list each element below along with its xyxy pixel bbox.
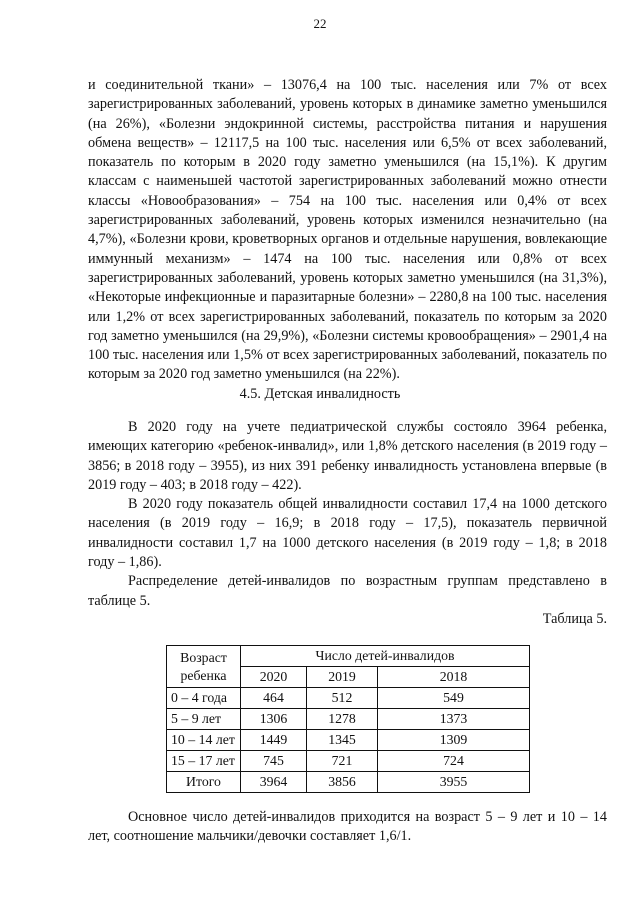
page-number: 22 <box>313 16 327 31</box>
value-cell: 549 <box>378 688 530 709</box>
age-cell: 0 – 4 года <box>167 688 241 709</box>
age-cell: 5 – 9 лет <box>167 709 241 730</box>
value-cell: 1373 <box>378 709 530 730</box>
value-cell: 464 <box>241 688 307 709</box>
year-header: 2019 <box>307 667 378 688</box>
value-cell: 1449 <box>241 730 307 751</box>
table-row-total <box>167 772 530 793</box>
closing-section <box>88 808 607 847</box>
count-group-header: Число детей-инвалидов <box>241 646 530 667</box>
table-row <box>167 751 530 772</box>
year-header: 2020 <box>241 667 307 688</box>
paragraph-5: Основное число детей-инвалидов приходится на возраст 5 – 9 лет и 10 – 14 лет, соотношение мальчики/девочки составляет 1,6/1. <box>88 809 607 845</box>
table-row <box>167 688 530 709</box>
value-cell: 512 <box>307 688 378 709</box>
value-cell: 745 <box>241 751 307 772</box>
section-heading: 4.5. Детская инвалидность <box>239 386 401 402</box>
section-body <box>88 418 607 611</box>
value-cell: 3856 <box>307 772 378 793</box>
paragraph-1: и соединительной ткани» – 13076,4 на 100 тыс. населения или 7% от всех зарегистрированных заболеваний, уровень которых в динамике заметно уменьшился (на 26%), «Болезни эндокринной системы, расстройства питания и нарушения обмена веществ» – 12117,5 на 100 тыс. населения или 6,5% от всех заболеваний, показатель по которым в 2020 году заметно уменьшился (на 15,1%). К другим классам с наименьшей частотой зарегистрированных заболеваний можно отнести классы «Новообразования» – 754 на 100 тыс. населения или 0,4% от всех зарегистрированных заболеваний, уровень которых изменился незначительно (на 4,7%), «Болезни крови, кроветворных органов и отдельные нарушения, вовлекающие иммунный механизм» – 1474 на 100 тыс. населения или 0,8% от всех зарегистрированных заболеваний, уровень которых заметно уменьшился (на 31,3%), «Некоторые инфекционные и паразитарные болезни» – 2280,8 на 100 тыс. населения или 1,2% от всех зарегистрированных заболеваний, показатель по которым за 2020 год заметно уменьшился (на 29,9%), «Болезни системы кровообращения» – 2901,4 на 100 тыс. населения или 1,5% от всех зарегистрированных заболеваний, показатель по которым за 2020 год заметно уменьшился (на 22%). <box>88 77 607 383</box>
value-cell: 1309 <box>378 730 530 751</box>
value-cell: 3955 <box>378 772 530 793</box>
year-header: 2018 <box>378 667 530 688</box>
paragraph-3: В 2020 году показатель общей инвалидности составил 17,4 на 1000 детского населения (в 2019 году – 16,9; в 2018 году – 17,5), показатель первичной инвалидности составил 1,7 на 1000 детского населения (в 2019 году – 1,8; в 2018 году – 1,86). <box>88 496 607 571</box>
value-cell: 1345 <box>307 730 378 751</box>
table-row <box>167 730 530 751</box>
total-label-cell: Итого <box>167 772 241 793</box>
paragraph-4: Распределение детей-инвалидов по возрастным группам представлено в таблице 5. <box>88 573 607 609</box>
value-cell: 721 <box>307 751 378 772</box>
disabled-children-table <box>166 645 530 793</box>
paragraph-diseases <box>88 76 607 385</box>
value-cell: 724 <box>378 751 530 772</box>
table-row <box>167 709 530 730</box>
age-header: Возраст ребенка <box>167 646 241 688</box>
table-caption: Таблица 5. <box>542 611 607 627</box>
age-cell: 15 – 17 лет <box>167 751 241 772</box>
value-cell: 1278 <box>307 709 378 730</box>
age-cell: 10 – 14 лет <box>167 730 241 751</box>
value-cell: 3964 <box>241 772 307 793</box>
value-cell: 1306 <box>241 709 307 730</box>
paragraph-2: В 2020 году на учете педиатрической службы состояло 3964 ребенка, имеющих категорию «ребенок-инвалид», или 1,8% детского населения (в 2019 году – 3856; в 2018 году – 3955), из них 391 ребенку инвалидность установлена впервые (в 2019 году – 403; в 2018 году – 422). <box>88 419 607 493</box>
